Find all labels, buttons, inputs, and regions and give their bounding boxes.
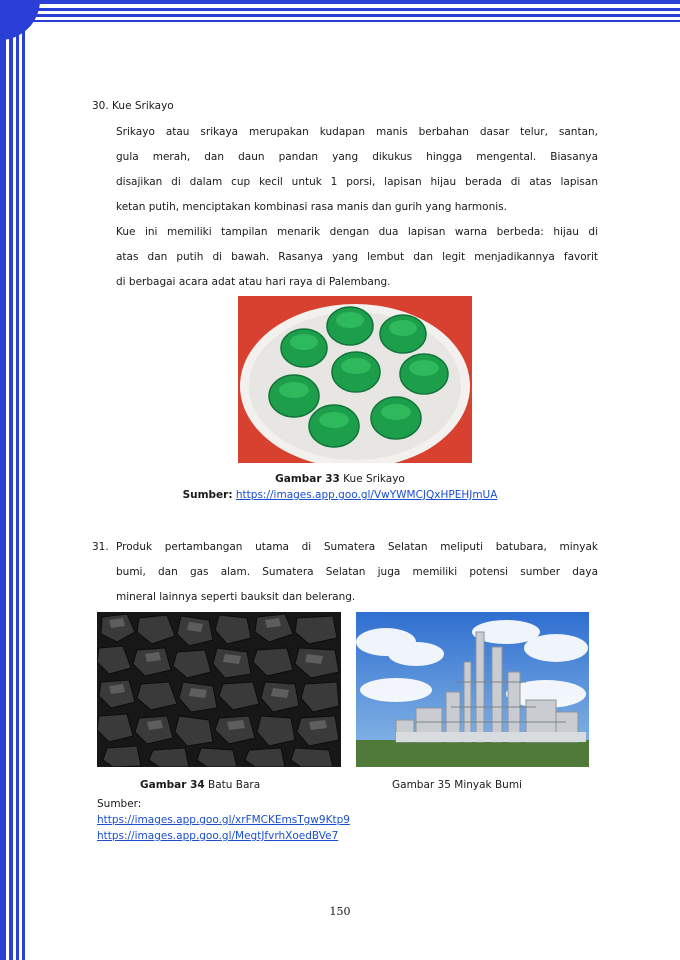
section-30-heading <box>92 99 174 113</box>
figure-34-title: Batu Bara <box>208 779 261 791</box>
figure-33-title: Kue Srikayo <box>343 473 405 485</box>
figure-35-title: Minyak Bumi <box>454 779 522 791</box>
figure-35-caption <box>392 778 522 792</box>
section-31-number: 31. <box>92 541 109 553</box>
section-30-para2-line3: di berbagai acara adat atau hari raya di Palembang. <box>116 276 391 288</box>
figure-35-label: Gambar 35 <box>392 779 451 791</box>
page-number: 150 <box>329 905 351 918</box>
kue-srikayo-image <box>238 296 472 463</box>
section-30-para2-line2: atas dan putih di bawah. Rasanya yang lembut dan legit menjadikannya favorit <box>116 251 598 263</box>
section-30-para1-line1: Srikayo atau srikaya merupakan kudapan manis berbahan dasar telur, santan, <box>116 126 598 138</box>
section-30-number: 30. <box>92 100 109 112</box>
figure-33-label: Gambar 33 <box>275 473 340 485</box>
figure-34-label: Gambar 34 <box>140 779 205 791</box>
figure-33-source-link[interactable]: https://images.app.goo.gl/VwYWMCJQxHPEHJmUA <box>235 489 498 501</box>
section-30-para1-line2: gula merah, dan daun pandan yang dikukus hingga mengental. Biasanya <box>116 151 598 163</box>
section-31-line3: mineral lainnya seperti bauksit dan belerang. <box>116 591 356 603</box>
section-30-para1-line3: disajikan di dalam cup kecil untuk 1 porsi, lapisan hijau berada di atas lapisan <box>116 176 598 188</box>
section-30-title: Kue Srikayo <box>112 100 174 112</box>
figure-33-source-label: Sumber: <box>182 489 233 501</box>
coal-image <box>97 612 341 767</box>
figure-33-caption <box>0 472 680 486</box>
section-31-line1: Produk pertambangan utama di Sumatera Selatan meliputi batubara, minyak <box>116 541 598 553</box>
oil-refinery-image <box>356 612 589 767</box>
section-31-source-link-2[interactable]: https://images.app.goo.gl/MegtJfvrhXoedBVe7 <box>97 830 339 842</box>
section-30-para1-line4: ketan putih, menciptakan kombinasi rasa manis dan gurih yang harmonis. <box>116 201 507 213</box>
figure-33-source <box>0 488 680 502</box>
section-31-source-label: Sumber: <box>97 798 142 810</box>
section-31-line2: bumi, dan gas alam. Sumatera Selatan juga memiliki potensi sumber daya <box>116 566 598 578</box>
section-30-para2-line1: Kue ini memiliki tampilan menarik dengan dua lapisan warna berbeda: hijau di <box>116 226 598 238</box>
figure-34-caption <box>140 778 260 792</box>
section-31-source-link-1[interactable]: https://images.app.goo.gl/xrFMCKEmsTgw9Ktp9 <box>97 814 350 826</box>
